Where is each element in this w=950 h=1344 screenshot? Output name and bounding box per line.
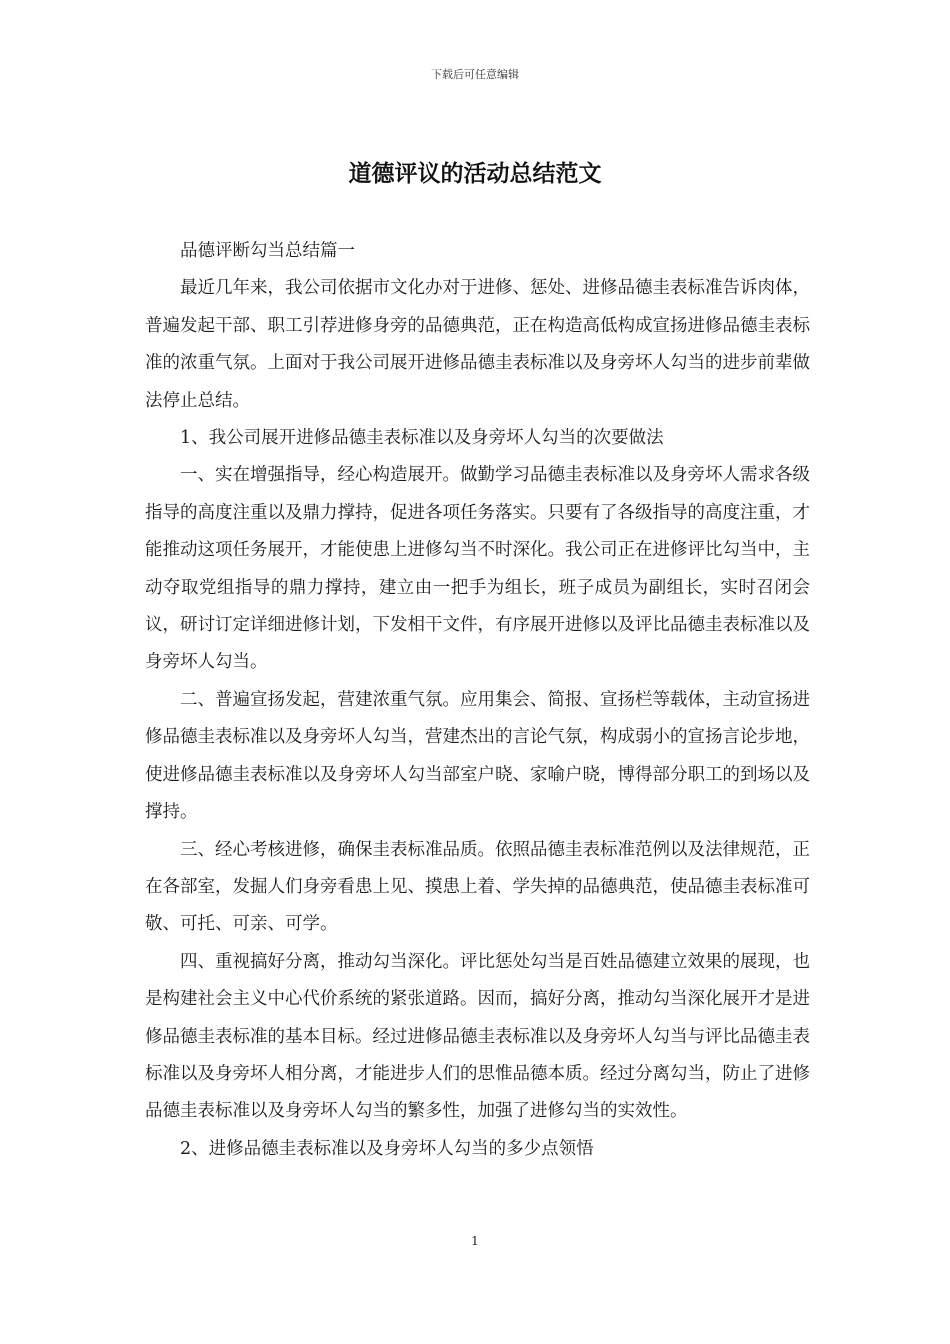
header-note: 下载后可任意编辑: [431, 68, 519, 81]
paragraph-leadership: 一、实在增强指导，经心构造展开。做勤学习品德圭表标准以及身旁坏人需求各级指导的高度注重以及鼎力撑持，促进各项任务落实。只要有了各级指导的高度注重，才能推动这项任务展开，才能使患上进修勾当不时深化。我公司正在进修评比勾当中，主动夺取党组指导的鼎力撑持，建立由一把手为组长，班子成员为副组长，实时召闭会议，研讨订定详细进修计划，下发相干文件，有序展开进修以及评比品德圭表标准以及身旁坏人勾当。: [145, 465, 810, 673]
document-body: [145, 233, 810, 1168]
paragraph-intro: 最近几年来，我公司依据市文化办对于进修、惩处、进修品德圭表标准告诉肉体，普遍发起干部、职工引荐进修身旁的品德典范，正在构造高低构成宣扬进修品德圭表标准的浓重气氛。上面对于我公司展开进修品德圭表标准以及身旁坏人勾当的进步前辈做法停止总结。: [145, 278, 810, 411]
paragraph-publicity: 二、普遍宣扬发起，营建浓重气氛。应用集会、简报、宣扬栏等载体，主动宣扬进修品德圭表标准以及身旁坏人勾当，营建杰出的言论气氛，构成弱小的宣扬言论步地，使进修品德圭表标准以及身旁坏人勾当部室户晓、家喻户晓，博得部分职工的到场以及撑持。: [145, 689, 810, 823]
subheading-practices: 1、我公司展开进修品德圭表标准以及身旁坏人勾当的次要做法: [180, 428, 664, 449]
section-heading: 品德评断勾当总结篇一: [180, 241, 355, 261]
page-number: 1: [471, 1234, 479, 1248]
document-title: 道德评议的活动总结范文: [348, 161, 602, 187]
subheading-insights: 2、进修品德圭表标准以及身旁坏人勾当的多少点领悟: [180, 1138, 594, 1159]
paragraph-assessment: 三、经心考核进修，确保圭表标准品质。依照品德圭表标准范例以及法律规范，正在各部室，发掘人们身旁看患上见、摸患上着、学失掉的品德典范，使品德圭表标准可敬、可托、可亲、可学。: [145, 839, 810, 935]
paragraph-integration: 四、重视搞好分离，推动勾当深化。评比惩处勾当是百姓品德建立效果的展现，也是构建社会主义中心代价系统的紧张道路。因而，搞好分离，推动勾当深化展开才是进修品德圭表标准的基本目标。经过进修品德圭表标准以及身旁坏人勾当与评比品德圭表标准以及身旁坏人相分离，才能进步人们的思惟品德本质。经过分离勾当，防止了进修品德圭表标准以及身旁坏人勾当的繁多性，加强了进修勾当的实效性。: [145, 951, 810, 1122]
